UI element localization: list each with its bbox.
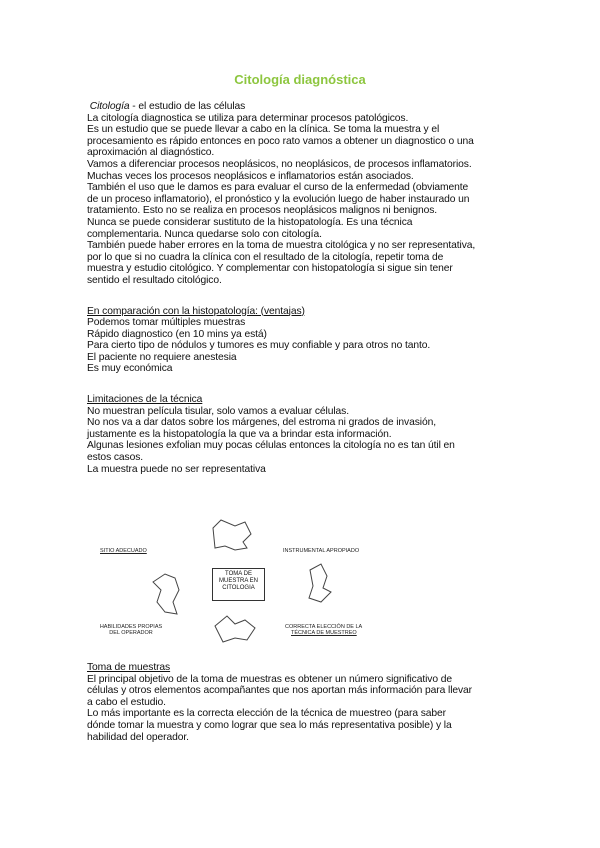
intro-line: tratamiento. Esto no se realiza en procesos neoplásicos malignos ni benignos. [87, 205, 438, 217]
arrow-bottom [215, 616, 255, 642]
intro-line: También puede haber errores en la toma de muestra citológica y no ser representativa, [87, 240, 476, 252]
limitaciones-item: No muestran película tisular, solo vamos a evaluar células. [87, 405, 349, 417]
limitaciones-item: justamente es la histopatología la que va a brindar esta información. [87, 428, 392, 440]
toma-section [87, 662, 527, 743]
toma-line: Lo más importante es la correcta elección de la técnica de muestreo (para saber [87, 708, 446, 720]
intro-term: Citología [89, 101, 130, 112]
toma-line: a cabo el estudio. [87, 696, 166, 708]
intro-line: aproximación al diagnóstico. [87, 147, 215, 159]
limitaciones-item: estos casos. [87, 452, 144, 464]
label-tecnica-2: TÉCNICA DE MUESTREO [291, 630, 357, 636]
limitaciones-list [87, 406, 527, 476]
diagram-center-text: TOMA DE MUESTRA EN CITOLOGIA [218, 571, 258, 591]
intro-line: procesamiento es rápido entonces en poco rato vamos a obtener un diagnostico o una [87, 135, 474, 147]
ventajas-item: Rápido diagnostico (en 10 mins ya está) [87, 328, 267, 340]
sampling-diagram [95, 516, 405, 648]
intro-line: La citología diagnostica se utiliza para determinar procesos patológicos. [87, 112, 409, 124]
label-habilidades-1: HABILIDADES PROPIAS [99, 624, 163, 630]
limitaciones-heading: Limitaciones de la técnica [87, 394, 203, 406]
intro-line: También el uso que le damos es para evaluar el curso de la enfermedad (obviamente [87, 182, 469, 194]
intro-line: Nunca se puede considerar sustituto de la histopatología. Es una técnica [87, 216, 413, 228]
toma-paragraph [87, 674, 527, 744]
ventajas-item: El paciente no requiere anestesia [87, 351, 237, 363]
ventajas-item: Es muy económica [87, 363, 173, 375]
ventajas-item: Para cierto tipo de nódulos y tumores es muy confiable y para otros no tanto. [87, 340, 431, 352]
toma-line: habilidad del operador. [87, 731, 189, 743]
toma-heading: Toma de muestras [87, 662, 171, 673]
ventajas-heading: En comparación con la histopatología: (ventajas) [87, 305, 305, 317]
intro-paragraph [87, 113, 527, 287]
ventajas-item: Podemos tomar múltiples muestras [87, 317, 246, 329]
document-body [87, 101, 527, 475]
limitaciones-item: No nos va a dar datos sobre los márgenes, del estroma ni grados de invasión, [87, 417, 436, 429]
limitaciones-item: Algunas lesiones exfolian muy pocas células entonces la citología no es tan útil en [87, 440, 455, 452]
intro-line: por lo que si no cuadra la clínica con el resultado de la citología, repetir toma de [87, 251, 444, 263]
intro-definition [87, 101, 527, 113]
intro-line: muestra y estudio citológico. Y complementar con histopatología si sigue sin tener [87, 263, 453, 275]
arrow-top [213, 520, 251, 550]
label-instrumental: INSTRUMENTAL APROPIADO [283, 548, 360, 554]
intro-line: Vamos a diferenciar procesos neoplásicos, no neoplásicos, de procesos inflamatorios. [87, 158, 472, 170]
intro-line: sentido el resultado citológico. [87, 274, 222, 286]
toma-line: células y otros elementos acompañantes que nos aportan más información para llevar [87, 685, 473, 697]
intro-term-rest: - el estudio de las células [129, 101, 246, 112]
intro-line: complementaria. Nunca quedarse solo con citología. [87, 228, 322, 240]
intro-line: Muchas veces los procesos neoplásicos e inflamatorios están asociados. [87, 170, 414, 182]
toma-line: El principal objetivo de la toma de muestras es obtener un número significativo de [87, 673, 452, 685]
intro-line: de un proceso inflamatorio), el pronóstico y la evolución luego de haber instaurado un [87, 193, 470, 205]
toma-line: dónde tomar la muestra y como lograr que sea lo más representativa posible) y la [87, 719, 452, 731]
label-habilidades-2: DEL OPERADOR [109, 630, 153, 636]
diagram-center-box [212, 568, 265, 601]
limitaciones-item: La muestra puede no ser representativa [87, 463, 266, 475]
label-tecnica-1: CORRECTA ELECCIÓN DE LA [285, 624, 363, 630]
label-sitio-adecuado: SITIO ADECUADO [100, 548, 147, 554]
page-title: Citología diagnóstica [234, 72, 366, 87]
intro-line: Es un estudio que se puede llevar a cabo en la clínica. Se toma la muestra y el [87, 124, 440, 136]
ventajas-list [87, 317, 527, 375]
arrow-right [309, 564, 331, 602]
arrow-left [153, 574, 179, 614]
